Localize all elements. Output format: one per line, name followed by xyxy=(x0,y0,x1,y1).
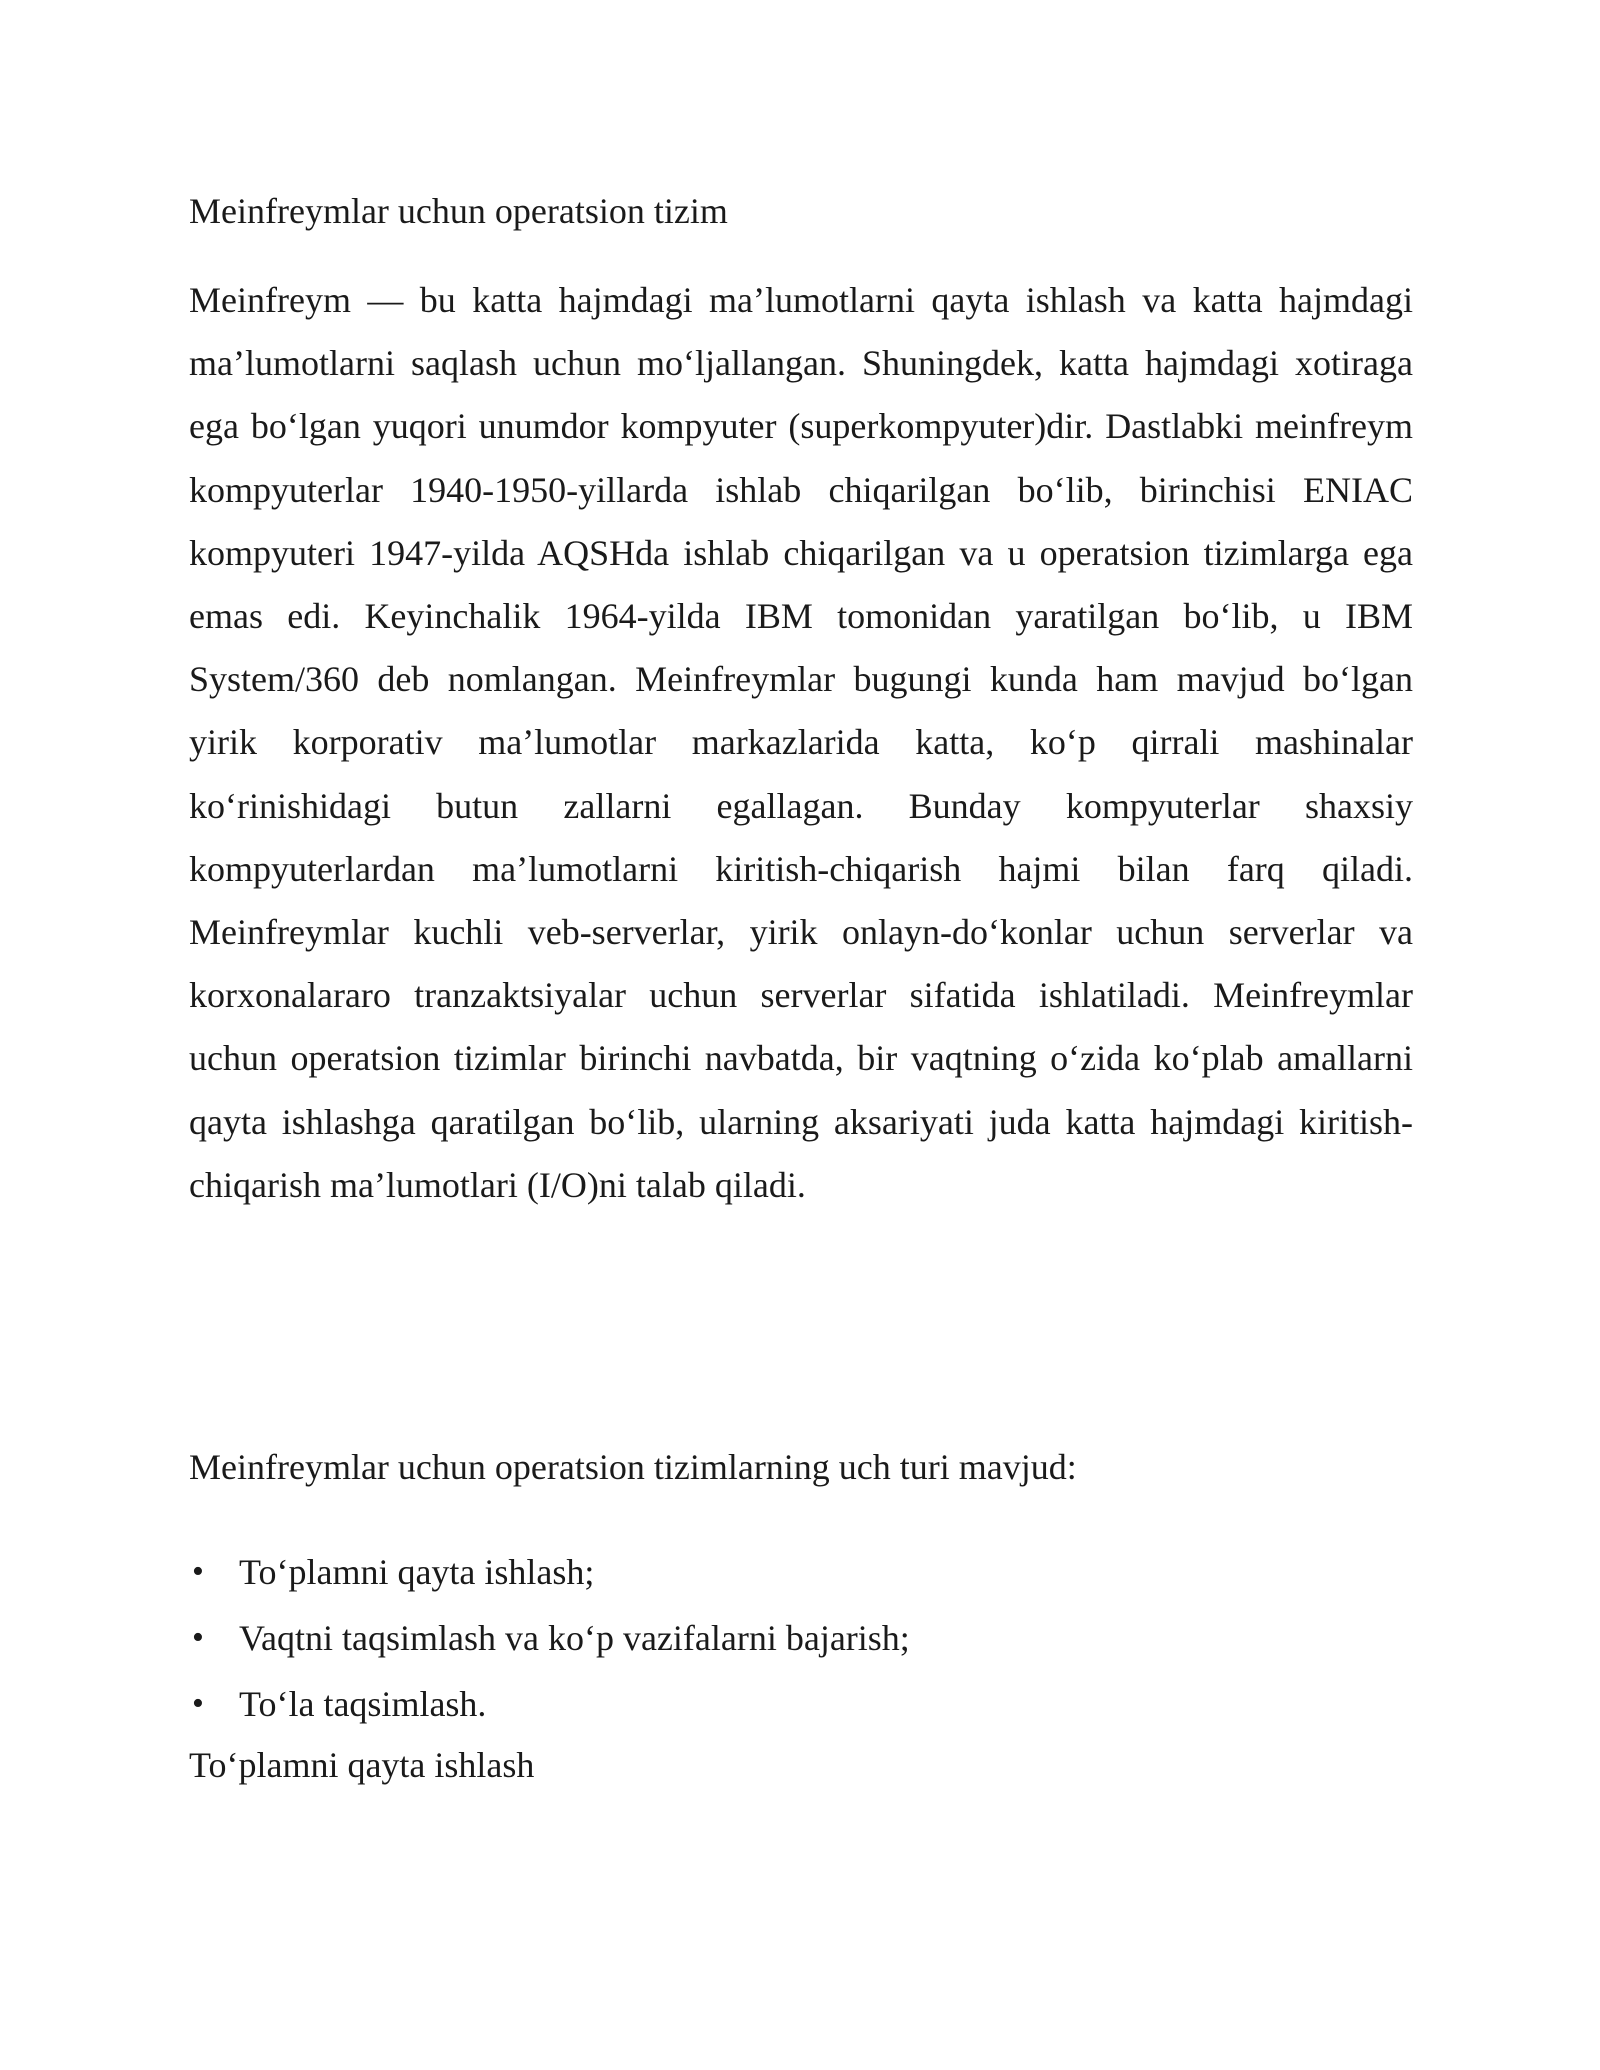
document-title: Meinfreymlar uchun operatsion tizim xyxy=(189,191,728,231)
list-item-text: To‘plamni qayta ishlash; xyxy=(239,1552,595,1592)
list-item xyxy=(189,1539,910,1605)
bullet-icon: • xyxy=(192,1685,204,1722)
list-item xyxy=(189,1605,910,1671)
bullet-list xyxy=(189,1539,910,1737)
list-intro: Meinfreymlar uchun operatsion tizimlarning uch turi mavjud: xyxy=(189,1447,1077,1487)
body-paragraph: Meinfreym — bu katta hajmdagi ma’lumotlarni qayta ishlash va katta hajmdagi ma’lumotlarni saqlash uchun mo‘ljallangan. Shuningdek, katta hajmdagi xotiraga ega bo‘lgan yuqori unumdor kompyuter (superkompyuter)dir. Dastlabki meinfreym kompyuterlar 1940-1950-yillarda ishlab chiqarilgan bo‘lib, birinchisi ENIAC kompyuteri 1947-yilda AQSHda ishlab chiqarilgan va u operatsion tizimlarga ega emas edi. Keyinchalik 1964-yilda IBM tomonidan yaratilgan bo‘lib, u IBM System/360 deb nomlangan. Meinfreymlar bugungi kunda ham mavjud bo‘lgan yirik korporativ ma’lumotlar markazlarida katta, ko‘p qirrali mashinalar ko‘rinishidagi butun zallarni egallagan. Bunday kompyuterlar shaxsiy kompyuterlardan ma’lumotlarni kiritish-chiqarish hajmi bilan farq qiladi. Meinfreymlar kuchli veb-serverlar, yirik onlayn-do‘konlar uchun serverlar va korxonalararo tranzaktsiyalar uchun serverlar sifatida ishlatiladi. Meinfreymlar uchun operatsion tizimlar birinchi navbatda, bir vaqtning o‘zida ko‘plab amallarni qayta ishlashga qaratilgan bo‘lib, ularning aksariyati juda katta hajmdagi kiritish-chiqarish ma’lumotlari (I/O)ni talab qiladi. xyxy=(189,280,1413,1205)
bullet-icon: • xyxy=(192,1553,204,1590)
list-item xyxy=(189,1671,910,1737)
list-item-text: Vaqtni taqsimlash va ko‘p vazifalarni bajarish; xyxy=(239,1618,910,1658)
bullet-icon: • xyxy=(192,1619,204,1656)
list-item-text: To‘la taqsimlash. xyxy=(239,1684,487,1724)
section-heading: To‘plamni qayta ishlash xyxy=(189,1745,535,1785)
